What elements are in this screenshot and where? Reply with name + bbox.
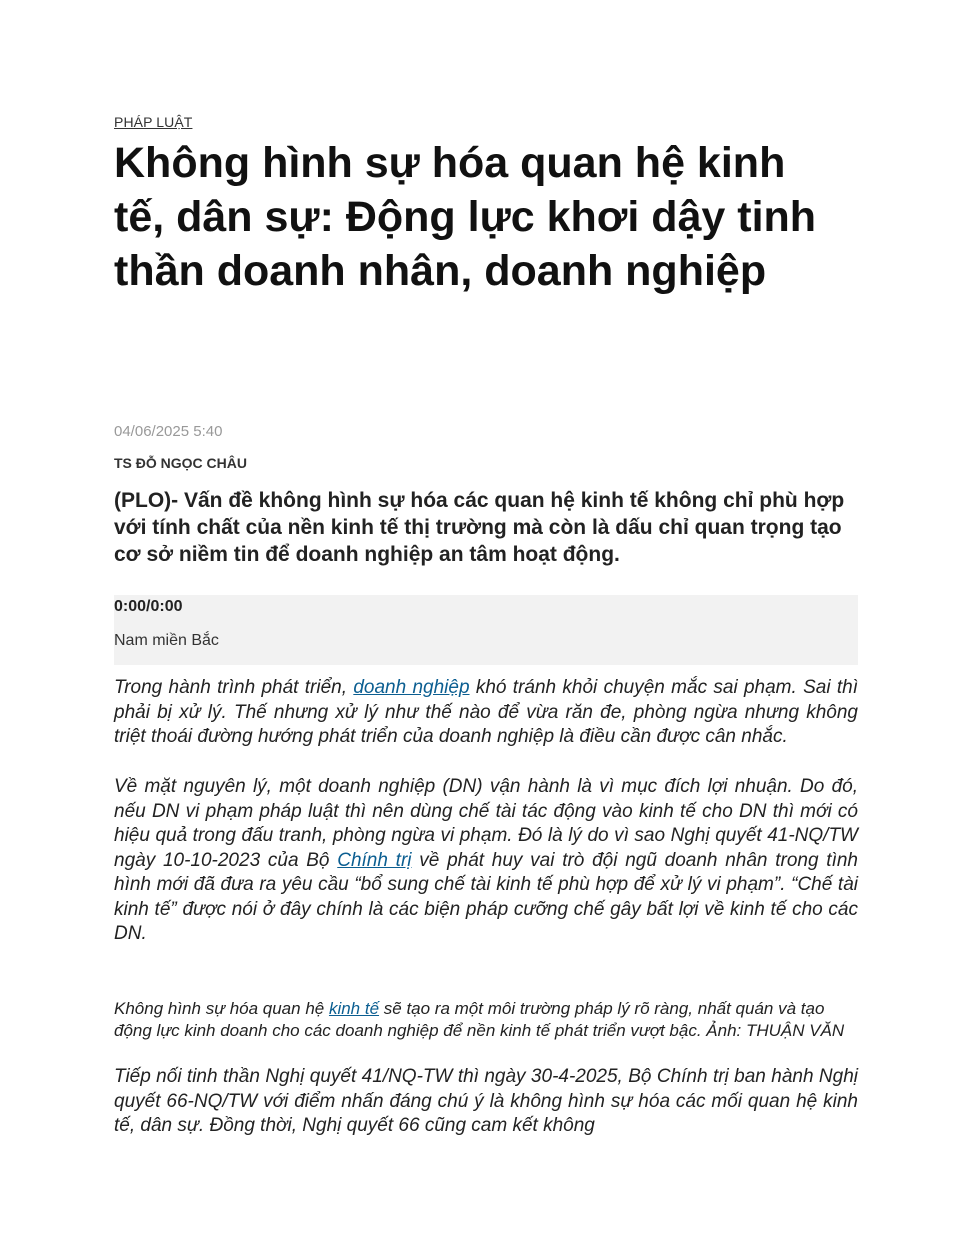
body-paragraph-3: Tiếp nối tinh thần Nghị quyết 41/NQ-TW thì ngày 30-4-2025, Bộ Chính trị ban hành Nghị quyết 66-NQ/TW với điểm nhấn đáng chú ý là không hình sự hóa các mối quan hệ kinh tế, dân sự. Đồng thời, Nghị quyết 66 cũng cam kết không bbox=[114, 1066, 858, 1136]
image-caption bbox=[114, 998, 858, 1042]
audio-voice-select[interactable]: Nam miền Bắc bbox=[114, 632, 219, 649]
audio-time: 0:00/0:00 bbox=[114, 598, 183, 615]
text-segment: Không hình sự hóa quan hệ bbox=[114, 999, 329, 1018]
text-segment: về phát huy vai trò đội ngũ doanh nhân trong tình hình mới đã đưa ra yêu cầu “bổ sung chế tài kinh tế phù hợp để xử lý vi phạm”. “Chế tài kinh tế” được nói ở đây chính là các biện pháp cưỡng chế gây bất lợi về kinh tế cho các DN. bbox=[114, 849, 858, 944]
body-paragraph-1 bbox=[114, 676, 858, 750]
link-chinh-tri[interactable]: Chính trị bbox=[337, 849, 412, 871]
link-kinh-te[interactable]: kinh tế bbox=[328, 999, 380, 1018]
article-headline: Không hình sự hóa quan hệ kinh tế, dân sự: Động lực khơi dậy tinh thần doanh nhân, doanh nghiệp bbox=[114, 139, 817, 295]
text-segment: khó tránh khỏi chuyện mắc sai phạm. Sai thì phải bị xử lý. Thế nhưng xử lý như thế nào để vừa răn đe, phòng ngừa nhưng không triệt thoái đường hướng phát triển của doanh nghiệp là điều cần được cân nhắc. bbox=[114, 677, 859, 747]
text-segment: Trong hành trình phát triển, bbox=[114, 677, 354, 698]
category-link[interactable]: PHÁP LUẬT bbox=[114, 114, 193, 130]
text-segment: sẽ tạo ra một môi trường pháp lý rõ ràng, nhất quán và tạo động lực kinh doanh cho các doanh nghiệp để nền kinh tế phát triển vượt bậc. Ảnh: THUẬN VĂN bbox=[114, 999, 845, 1040]
text-segment: Về mặt nguyên lý, một doanh nghiệp (DN) vận hành là vì mục đích lợi nhuận. Do đó, nếu DN vi phạm pháp luật thì nên dùng chế tài tác động vào kinh tế cho DN thì mới có hiệu quả trong đấu tranh, phòng ngừa vi phạm. Đó là lý do vì sao Nghị quyết 41-NQ/TW ngày 10-10-2023 của Bộ bbox=[114, 776, 858, 871]
link-doanh-nghiep[interactable]: doanh nghiệp bbox=[353, 677, 470, 698]
author-name: TS ĐỖ NGỌC CHÂU bbox=[114, 455, 247, 471]
audio-player[interactable] bbox=[114, 595, 858, 665]
publish-date: 04/06/2025 5:40 bbox=[114, 423, 223, 440]
body-paragraph-2 bbox=[114, 775, 858, 947]
article-sapo: (PLO)- Vấn đề không hình sự hóa các quan hệ kinh tế không chỉ phù hợp với tính chất của nền kinh tế thị trường mà còn là dấu chỉ quan trọng tạo cơ sở niềm tin để doanh nghiệp an tâm hoạt động. bbox=[114, 489, 845, 566]
